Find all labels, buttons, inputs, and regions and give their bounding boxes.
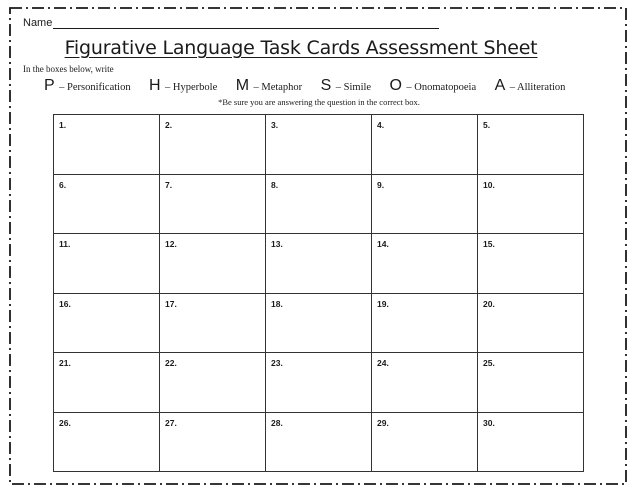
- box-number: 29.: [377, 417, 389, 428]
- box-number: 11.: [59, 239, 71, 249]
- box-number: 3.: [271, 120, 279, 130]
- box-number: 1.: [59, 120, 67, 130]
- page-title: Figurative Language Task Cards Assessment Sheet: [64, 37, 538, 59]
- key-word: – Hyperbole: [165, 82, 218, 93]
- answer-box[interactable]: [478, 175, 584, 235]
- box-number: 19.: [377, 298, 389, 309]
- box-number: 30.: [483, 417, 495, 428]
- answer-box[interactable]: [54, 413, 160, 473]
- answer-box[interactable]: [266, 175, 372, 235]
- box-number: 4.: [377, 120, 385, 130]
- key-word: – Personification: [59, 82, 131, 93]
- answer-box[interactable]: [372, 234, 478, 294]
- answer-box[interactable]: [478, 353, 584, 413]
- answer-box[interactable]: [266, 115, 372, 175]
- instructions-text: In the boxes below, write: [23, 64, 114, 74]
- key-word: – Alliteration: [509, 82, 566, 93]
- answer-box[interactable]: [478, 115, 584, 175]
- key-letter: S: [320, 77, 332, 94]
- key-item-onomatopoeia: [390, 77, 477, 95]
- box-number: 28.: [271, 417, 283, 428]
- answer-box[interactable]: [54, 294, 160, 354]
- box-number: 27.: [165, 417, 177, 428]
- answer-box[interactable]: [266, 413, 372, 473]
- box-number: 6.: [59, 179, 67, 190]
- answer-box[interactable]: [266, 234, 372, 294]
- box-number: 8.: [271, 179, 279, 190]
- box-number: 23.: [271, 358, 283, 368]
- answer-box[interactable]: [372, 294, 478, 354]
- key-item-personification: [44, 77, 131, 95]
- answer-box[interactable]: [478, 294, 584, 354]
- box-number: 24.: [377, 358, 389, 368]
- box-number: 15.: [483, 239, 495, 249]
- box-number: 22.: [165, 358, 177, 368]
- box-number: 26.: [59, 417, 71, 428]
- answer-box[interactable]: [478, 234, 584, 294]
- name-label: Name: [23, 17, 53, 29]
- box-number: 16.: [59, 298, 71, 309]
- key-item-hyperbole: [149, 77, 217, 95]
- key-item-metaphor: [236, 77, 302, 95]
- key-word: – Metaphor: [253, 82, 303, 93]
- key-letter: P: [44, 77, 55, 94]
- answer-box[interactable]: [372, 115, 478, 175]
- box-number: 13.: [271, 239, 283, 249]
- box-number: 21.: [59, 358, 71, 368]
- answer-box[interactable]: [372, 175, 478, 235]
- box-number: 25.: [483, 358, 495, 368]
- key-item-alliteration: [495, 77, 566, 95]
- name-underline[interactable]: [53, 17, 439, 29]
- box-number: 7.: [165, 179, 173, 190]
- box-number: 12.: [165, 239, 177, 249]
- name-field[interactable]: [23, 17, 439, 29]
- answer-box[interactable]: [54, 175, 160, 235]
- key-word: – Onomatopoeia: [406, 82, 477, 93]
- key-letter: H: [149, 77, 161, 94]
- box-number: 10.: [483, 179, 495, 190]
- answer-box[interactable]: [160, 413, 266, 473]
- key-letter: O: [389, 77, 402, 94]
- answer-box[interactable]: [266, 294, 372, 354]
- key-word: – Simile: [335, 82, 372, 93]
- box-number: 18.: [271, 298, 283, 309]
- answer-key: [44, 77, 579, 95]
- box-number: 5.: [483, 120, 491, 130]
- answer-box[interactable]: [160, 175, 266, 235]
- box-number: 2.: [165, 120, 173, 130]
- box-number: 20.: [483, 298, 495, 309]
- key-letter: M: [235, 77, 250, 94]
- answer-box[interactable]: [54, 353, 160, 413]
- answer-box[interactable]: [160, 234, 266, 294]
- answer-box[interactable]: [266, 353, 372, 413]
- answer-box[interactable]: [372, 413, 478, 473]
- answer-box[interactable]: [54, 115, 160, 175]
- answer-box[interactable]: [478, 413, 584, 473]
- box-number: 9.: [377, 179, 385, 190]
- answer-box[interactable]: [160, 115, 266, 175]
- answer-box[interactable]: [160, 294, 266, 354]
- answer-box[interactable]: [372, 353, 478, 413]
- box-number: 17.: [165, 298, 177, 309]
- answer-box[interactable]: [160, 353, 266, 413]
- box-number: 14.: [377, 239, 389, 249]
- answer-grid: [53, 114, 584, 472]
- instruction-note: *Be sure you are answering the question in the correct box.: [218, 97, 420, 107]
- answer-box[interactable]: [54, 234, 160, 294]
- key-letter: A: [494, 77, 506, 94]
- key-item-simile: [321, 77, 371, 95]
